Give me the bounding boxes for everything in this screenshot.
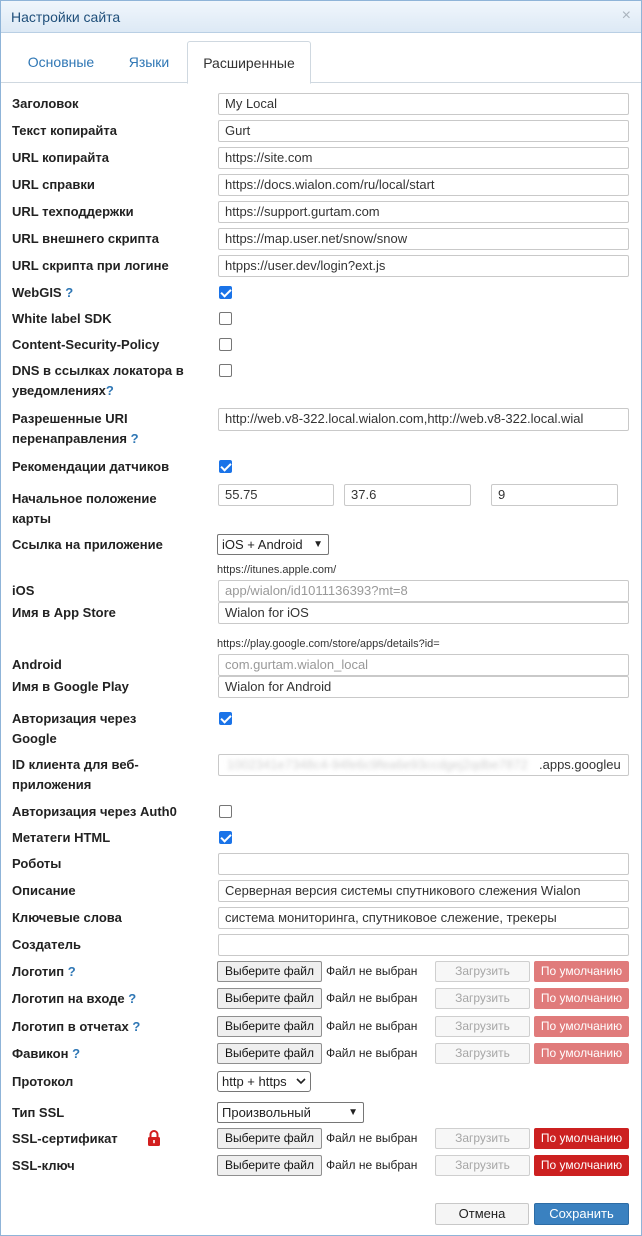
report-logo-label: Логотип в отчетах ? xyxy=(12,1019,141,1034)
dialog-title: Настройки сайта xyxy=(11,9,121,25)
auth0-label: Авторизация через Auth0 xyxy=(12,804,177,819)
client-id-input[interactable] xyxy=(218,754,629,776)
description-input[interactable]: Серверная версия системы спутникового слежения Wialon xyxy=(218,880,629,902)
app-link-label: Ссылка на приложение xyxy=(12,537,163,552)
tab-languages[interactable]: Языки xyxy=(128,54,170,70)
lock-icon xyxy=(147,1130,161,1146)
map-longitude-input[interactable]: 37.6 xyxy=(344,484,471,506)
report-logo-help-icon[interactable]: ? xyxy=(132,1019,141,1034)
android-label: Android xyxy=(12,657,62,672)
login-logo-upload-button[interactable]: Загрузить xyxy=(435,988,530,1009)
google-play-name-input[interactable]: Wialon for Android xyxy=(218,676,629,698)
tab-general[interactable]: Основные xyxy=(27,54,95,70)
login-script-url-input[interactable]: htpps://user.dev/login?ext.js xyxy=(218,255,629,277)
robots-label: Роботы xyxy=(12,856,62,871)
support-url-label: URL техподдержки xyxy=(12,204,134,219)
save-button[interactable]: Сохранить xyxy=(534,1203,629,1225)
ssl-certificate-default-button[interactable]: По умолчанию xyxy=(534,1128,629,1149)
app-store-name-label: Имя в App Store xyxy=(12,605,116,620)
ios-input[interactable]: app/wialon/id1011136393?mt=8 xyxy=(218,580,629,602)
login-logo-label: Логотип на входе ? xyxy=(12,991,137,1006)
help-url-input[interactable]: https://docs.wialon.com/ru/local/start xyxy=(218,174,629,196)
webgis-label: WebGIS ? xyxy=(12,285,74,300)
chevron-down-icon: ▼ xyxy=(313,539,323,550)
app-link-select[interactable]: iOS + Android ▼ xyxy=(217,534,329,555)
map-zoom-input[interactable]: 9 xyxy=(491,484,618,506)
google-auth-label: Авторизация через Google xyxy=(12,711,137,746)
auth0-checkbox[interactable] xyxy=(219,805,232,818)
logo-default-button[interactable]: По умолчанию xyxy=(534,961,629,982)
help-url-label: URL справки xyxy=(12,177,95,192)
login-logo-choose-file-button[interactable]: Выберите файл xyxy=(217,988,322,1009)
ssl-certificate-file-status: Файл не выбран xyxy=(326,1131,418,1145)
csp-label: Content-Security-Policy xyxy=(12,337,160,352)
webgis-help-icon[interactable]: ? xyxy=(65,285,74,300)
keywords-label: Ключевые слова xyxy=(12,910,122,925)
login-logo-default-button[interactable]: По умолчанию xyxy=(534,988,629,1009)
white-label-sdk-label: White label SDK xyxy=(12,311,112,326)
app-store-name-input[interactable]: Wialon for iOS xyxy=(218,602,629,624)
robots-input[interactable] xyxy=(218,853,629,875)
ssl-key-label: SSL-ключ xyxy=(12,1158,75,1173)
chevron-down-icon: ▼ xyxy=(348,1107,358,1118)
logo-file-status: Файл не выбран xyxy=(326,964,418,978)
login-script-url-label: URL скрипта при логине xyxy=(12,258,169,273)
android-input[interactable]: com.gurtam.wialon_local xyxy=(218,654,629,676)
protocol-select[interactable]: http + https xyxy=(217,1071,311,1092)
external-script-url-input[interactable]: https://map.user.net/snow/snow xyxy=(218,228,629,250)
tab-advanced[interactable]: Расширенные xyxy=(187,41,311,84)
ssl-key-file-status: Файл не выбран xyxy=(326,1158,418,1172)
ssl-certificate-choose-file-button[interactable]: Выберите файл xyxy=(217,1128,322,1149)
header-input[interactable]: My Local xyxy=(218,93,629,115)
favicon-file-status: Файл не выбран xyxy=(326,1046,418,1060)
header-label: Заголовок xyxy=(12,96,79,111)
copyright-url-input[interactable]: https://site.com xyxy=(218,147,629,169)
ssl-key-choose-file-button[interactable]: Выберите файл xyxy=(217,1155,322,1176)
favicon-label: Фавикон ? xyxy=(12,1046,81,1061)
sensor-recommendations-checkbox[interactable] xyxy=(219,460,232,473)
sensor-recommendations-label: Рекомендации датчиков xyxy=(12,459,170,474)
tab-bar xyxy=(1,41,641,83)
close-icon[interactable]: × xyxy=(621,7,631,24)
android-url-prefix: https://play.google.com/store/apps/details?id= xyxy=(217,638,440,650)
client-id-masked-value: 1002341e7348c4-94fe6c9fea6e93ccdgej2qdbe7872 xyxy=(227,757,528,772)
dns-links-checkbox[interactable] xyxy=(219,364,232,377)
dns-links-help-icon[interactable]: ? xyxy=(105,383,114,398)
favicon-default-button[interactable]: По умолчанию xyxy=(534,1043,629,1064)
favicon-upload-button[interactable]: Загрузить xyxy=(435,1043,530,1064)
logo-help-icon[interactable]: ? xyxy=(67,964,76,979)
report-logo-default-button[interactable]: По умолчанию xyxy=(534,1016,629,1037)
ssl-key-default-button[interactable]: По умолчанию xyxy=(534,1155,629,1176)
logo-upload-button[interactable]: Загрузить xyxy=(435,961,530,982)
dialog-titlebar xyxy=(1,1,641,33)
ssl-type-select[interactable]: Произвольный ▼ xyxy=(217,1102,364,1123)
keywords-input[interactable]: система мониторинга, спутниковое слежение, трекеры xyxy=(218,907,629,929)
protocol-label: Протокол xyxy=(12,1074,74,1089)
csp-checkbox[interactable] xyxy=(219,338,232,351)
author-label: Создатель xyxy=(12,937,81,952)
login-logo-help-icon[interactable]: ? xyxy=(128,991,137,1006)
external-script-url-label: URL внешнего скрипта xyxy=(12,231,159,246)
redirect-uri-label: Разрешенные URI перенаправления ? xyxy=(12,411,139,446)
ios-url-prefix: https://itunes.apple.com/ xyxy=(217,564,337,576)
report-logo-file-status: Файл не выбран xyxy=(326,1019,418,1033)
dns-links-label: DNS в ссылках локатора в уведомлениях? xyxy=(12,363,184,398)
copyright-url-label: URL копирайта xyxy=(12,150,109,165)
ssl-certificate-label: SSL-сертификат xyxy=(12,1131,118,1146)
webgis-checkbox[interactable] xyxy=(219,286,232,299)
redirect-uri-input[interactable]: http://web.v8-322.local.wialon.com,http://web.v8-322.local.wial xyxy=(218,408,629,431)
google-play-name-label: Имя в Google Play xyxy=(12,679,129,694)
report-logo-upload-button[interactable]: Загрузить xyxy=(435,1016,530,1037)
report-logo-choose-file-button[interactable]: Выберите файл xyxy=(217,1016,322,1037)
ssl-type-label: Тип SSL xyxy=(12,1105,65,1120)
logo-label: Логотип ? xyxy=(12,964,76,979)
map-position-label: Начальное положение карты xyxy=(12,491,157,526)
favicon-help-icon[interactable]: ? xyxy=(72,1046,81,1061)
google-auth-checkbox[interactable] xyxy=(219,712,232,725)
ssl-key-upload-button[interactable]: Загрузить xyxy=(435,1155,530,1176)
copyright-text-label: Текст копирайта xyxy=(12,123,117,138)
white-label-sdk-checkbox[interactable] xyxy=(219,312,232,325)
logo-choose-file-button[interactable]: Выберите файл xyxy=(217,961,322,982)
support-url-input[interactable]: https://support.gurtam.com xyxy=(218,201,629,223)
redirect-uri-help-icon[interactable]: ? xyxy=(130,431,139,446)
html-meta-label: Метатеги HTML xyxy=(12,830,111,845)
map-latitude-input[interactable]: 55.75 xyxy=(218,484,334,506)
cancel-button[interactable]: Отмена xyxy=(435,1203,529,1225)
html-meta-checkbox[interactable] xyxy=(219,831,232,844)
login-logo-file-status: Файл не выбран xyxy=(326,991,418,1005)
description-label: Описание xyxy=(12,883,76,898)
client-id-suffix: .apps.googleu xyxy=(539,757,621,772)
author-input[interactable] xyxy=(218,934,629,956)
ssl-certificate-upload-button[interactable]: Загрузить xyxy=(435,1128,530,1149)
ios-label: iOS xyxy=(12,583,35,598)
client-id-label: ID клиента для веб- приложения xyxy=(12,757,139,792)
favicon-choose-file-button[interactable]: Выберите файл xyxy=(217,1043,322,1064)
copyright-text-input[interactable]: Gurt xyxy=(218,120,629,142)
chevron-down-icon xyxy=(296,1072,306,1091)
